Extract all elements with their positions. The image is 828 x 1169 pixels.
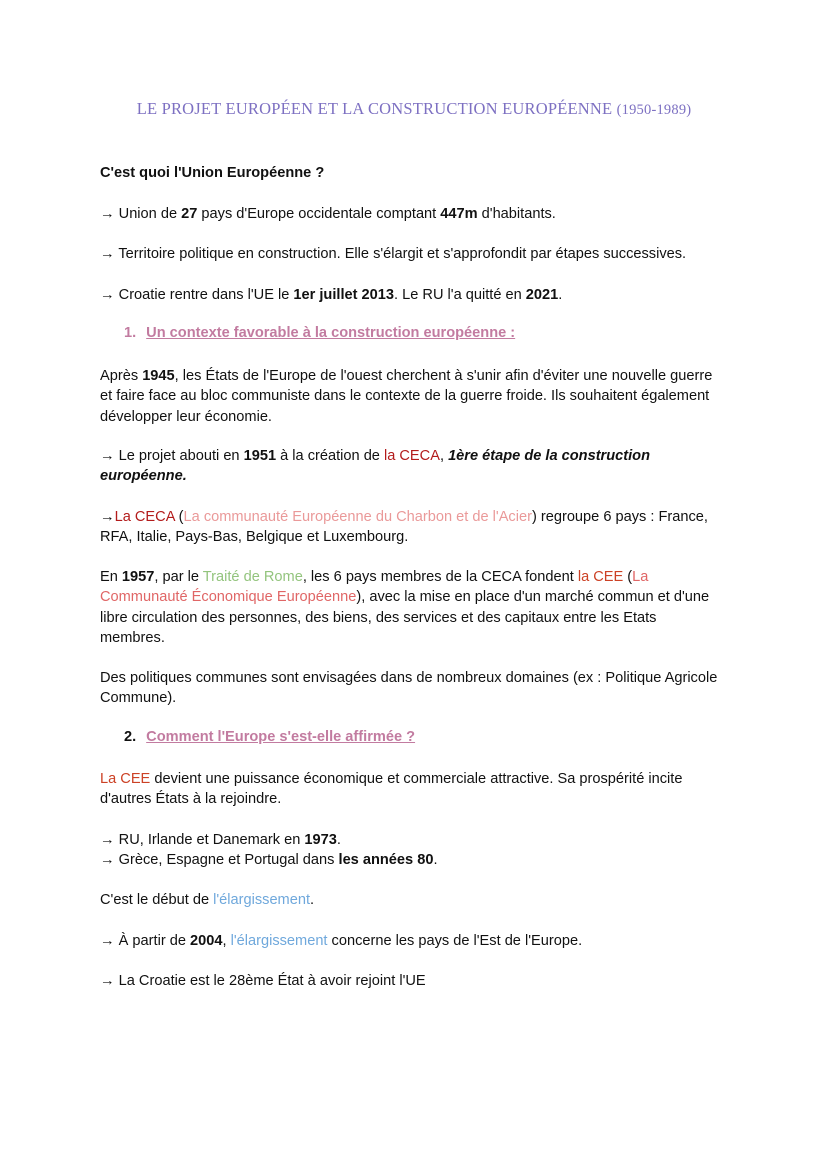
text-segment: , les 6 pays membres de la CECA fondent <box>302 569 578 585</box>
text-segment: 1er juillet 2013 <box>293 287 395 303</box>
section-1-paragraph-1 <box>100 366 725 427</box>
section-2-heading <box>124 729 415 745</box>
text-segment: → À partir de <box>100 933 191 949</box>
text-segment: Traité de Rome <box>202 569 303 585</box>
text-segment: les années 80 <box>338 852 434 869</box>
text-segment: 1957 <box>121 569 155 585</box>
section-1-paragraph-5: Des politiques communes sont envisagées dans de nombreux domaines (ex : Politique Agricole Commune). <box>100 670 718 707</box>
title-text: LE PROJET EUROPÉEN ET LA CONSTRUCTION EUROPÉENNE <box>136 99 613 118</box>
text-segment: . <box>336 832 341 848</box>
text-segment: pays d'Europe occidentale comptant <box>197 206 441 222</box>
text-segment: → <box>100 509 115 525</box>
text-segment: La CECA <box>114 509 175 525</box>
text-segment: 447m <box>440 206 478 222</box>
text-segment: 1. <box>124 325 137 341</box>
text-segment: C'est le début de <box>100 892 214 908</box>
page-title <box>0 99 828 119</box>
text-segment: . <box>310 892 315 908</box>
section-1-paragraph-4 <box>100 567 725 648</box>
section-2-paragraph-5: → La Croatie est le 28ème État à avoir rejoint l'UE <box>100 973 426 989</box>
text-segment: . Le RU l'a quitté en <box>394 287 526 303</box>
text-segment: → Le projet abouti en <box>100 448 244 464</box>
text-segment: Comment l'Europe s'est-elle affirmée ? <box>146 729 416 745</box>
text-segment: ) regroupe 6 pays : France, RFA, Italie, Pays-Bas, Belgique et Luxembourg. <box>100 509 708 546</box>
text-segment: 1951 <box>243 448 277 464</box>
section-2-paragraph-1 <box>100 769 725 810</box>
text-segment: l'élargissement <box>230 933 328 949</box>
text-segment: à la création de <box>276 448 384 464</box>
text-segment: 27 <box>181 206 198 222</box>
text-segment: , par le <box>154 569 203 585</box>
text-segment: Après <box>100 368 143 384</box>
text-segment: , <box>222 933 231 949</box>
text-segment: → Union de <box>100 206 182 222</box>
text-segment: 2004 <box>190 933 223 949</box>
section-2-paragraph-2 <box>100 830 725 871</box>
text-segment: 1ère étape de la construction européenne. <box>100 448 651 485</box>
section-1-paragraph-2 <box>100 446 725 487</box>
text-segment: ( <box>623 569 633 585</box>
section-2-paragraph-3 <box>100 890 725 910</box>
intro-line-3 <box>100 285 725 305</box>
title-years: (1950-1989) <box>616 102 692 118</box>
text-segment: La communauté Européenne du Charbon et de l'Acier <box>183 509 532 525</box>
text-segment: l'élargissement <box>213 892 311 908</box>
section-2-paragraph-4 <box>100 931 725 951</box>
text-segment: , les États de l'Europe de l'ouest cherchent à s'unir afin d'éviter une nouvelle guerre et faire face au bloc communiste dans le contexte de la guerre froide. Ils souhaitent également développer leur économie. <box>100 368 713 425</box>
text-segment: la CECA <box>383 448 440 464</box>
text-segment: → Croatie rentre dans l'UE le <box>100 287 294 303</box>
intro-question: C'est quoi l'Union Européenne ? <box>100 165 325 181</box>
text-segment: 2. <box>124 729 137 745</box>
text-segment: ), avec la mise en place d'un marché commun et d'une libre circulation des personnes, des biens, des services et des capitaux entre les Etats membres. <box>100 589 710 646</box>
text-segment: concerne les pays de l'Est de l'Europe. <box>327 933 583 949</box>
text-segment: La Communauté Économique Européenne <box>100 569 649 606</box>
text-segment: 2021 <box>525 287 559 303</box>
section-1-paragraph-3 <box>100 507 725 548</box>
text-segment: d'habitants. <box>477 206 556 222</box>
text-segment: La CEE <box>100 771 151 787</box>
text-segment: 1973 <box>304 832 337 848</box>
text-segment: devient une puissance économique et commerciale attractive. Sa prospérité incite d'autres États à la rejoindre. <box>100 771 683 808</box>
text-segment: , <box>439 448 449 464</box>
intro-line-2: → Territoire politique en construction. Elle s'élargit et s'approfondit par étapes successives. <box>100 246 687 262</box>
text-segment: → Grèce, Espagne et Portugal dans <box>100 852 339 869</box>
text-segment: la CEE <box>577 569 624 585</box>
intro-line-1 <box>100 204 725 224</box>
text-segment: 1945 <box>142 368 175 384</box>
section-1-heading <box>124 325 515 341</box>
text-segment: → RU, Irlande et Danemark en <box>100 832 305 848</box>
text-segment: . <box>433 852 438 869</box>
text-segment: . <box>558 287 563 303</box>
text-segment: Un contexte favorable à la construction européenne : <box>146 325 516 341</box>
text-segment: En <box>100 569 122 585</box>
text-segment: ( <box>174 509 184 525</box>
